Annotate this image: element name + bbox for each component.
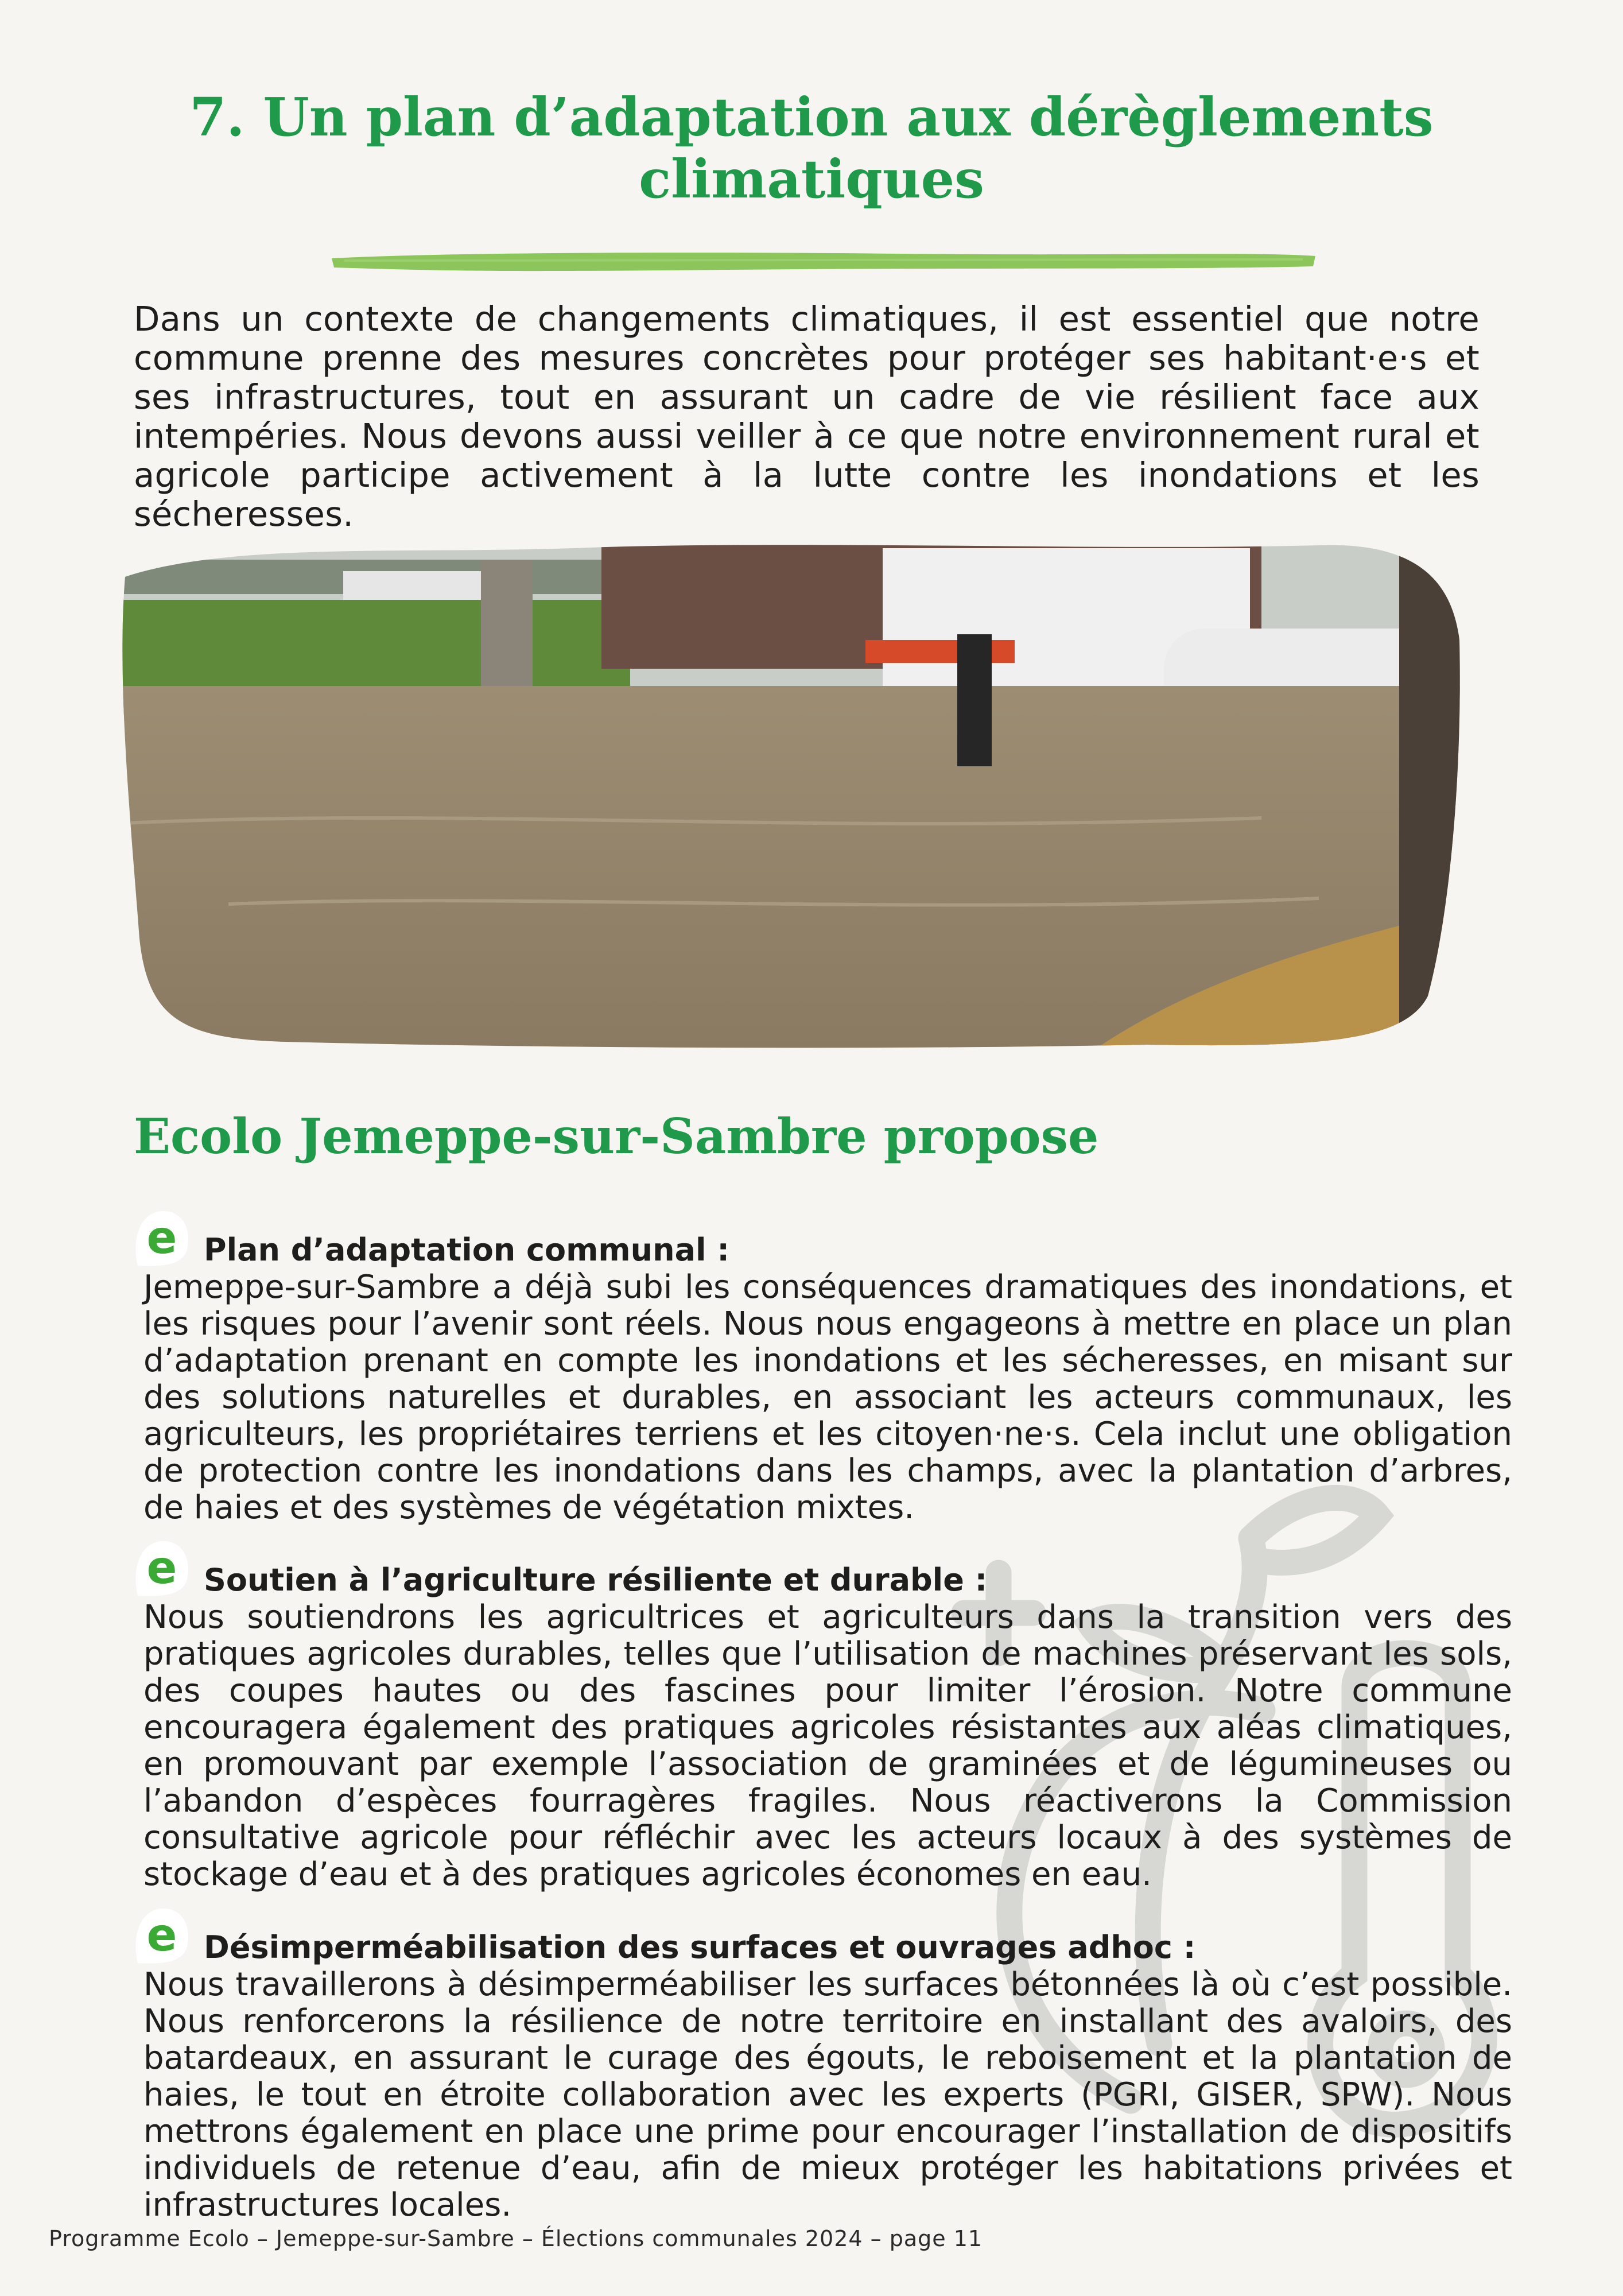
page-footer: Programme Ecolo – Jemeppe-sur-Sambre – Élections communales 2024 – page 11 bbox=[49, 2226, 983, 2251]
proposal-text: Nous travaillerons à désimperméabiliser les surfaces bétonnées là où c’est possible. Nous renforcerons la résilience de notre territoire en installant des avaloirs, des batardeaux, en assurant le curage des égouts, le reboisement et la plantation de haies, le tout en étroite collaboration avec les experts (PGRI, GISER, SPW). Nous mettrons également en place une prime pour encourager l’installation de dispositifs individuels de retenue d’eau, afin de mieux protéger les habitations privées et infrastructures locales. bbox=[143, 1966, 1512, 2224]
svg-text:e: e bbox=[146, 1212, 177, 1264]
page-title: 7. Un plan d’adaptation aux dérèglements climatiques bbox=[189, 86, 1434, 210]
proposal-text: Nous soutiendrons les agricultrices et agriculteurs dans la transition vers des pratiques agricoles durables, telles que l’utilisation de machines préservant les sols, des coupes hautes ou des fascines pour limiter l’érosion. Notre commune encouragera également des pratiques agricoles résistantes aux aléas climatiques, en promouvant par exemple l’association de graminées et de légumineuses ou l’abandon d’espèces fourragères fragiles. Nous réactiverons la Commission consultative agricole pour réfléchir avec les acteurs locaux à des systèmes de stockage d’eau et à des pratiques agricoles économes en eau. bbox=[143, 1599, 1512, 1893]
proposal-title: Plan d’adaptation communal : bbox=[204, 1232, 729, 1268]
proposal-item bbox=[143, 1910, 1512, 2224]
proposal-title: Soutien à l’agriculture résiliente et durable : bbox=[204, 1562, 988, 1598]
proposal-text: Jemeppe-sur-Sambre a déjà subi les conséquences dramatiques des inondations, et les risques pour l’avenir sont réels. Nous nous engageons à mettre en place un plan d’adaptation prenant en compte les inondations et les sécheresses, en misant sur des solutions naturelles et durables, en associant les acteurs communaux, les agriculteurs, les propriétaires terriens et les citoyen·ne·s. Cela inclut une obligation de protection contre les inondations dans les champs, avec la plantation d’arbres, de haies et des systèmes de végétation mixtes. bbox=[143, 1269, 1512, 1526]
flood-photo bbox=[114, 537, 1462, 1053]
title-underline-brush bbox=[327, 247, 1320, 274]
section-heading: Ecolo Jemeppe-sur-Sambre propose bbox=[134, 1108, 1099, 1165]
proposal-item bbox=[143, 1542, 1512, 1893]
svg-text:e: e bbox=[146, 1542, 177, 1594]
ecolo-logo-icon bbox=[126, 1533, 195, 1601]
intro-paragraph: Dans un contexte de changements climatiques, il est essentiel que notre commune prenne des mesures concrètes pour protéger ses habitant·e·s et ses infrastructures, tout en assurant un cadre de vie résilient face aux intempéries. Nous devons aussi veiller à ce que notre environnement rural et agricole participe activement à la lutte contre les inondations et les sécheresses. bbox=[134, 299, 1480, 534]
svg-text:e: e bbox=[146, 1910, 177, 1961]
proposal-item bbox=[143, 1212, 1512, 1526]
proposal-title: Désimperméabilisation des surfaces et ouvrages adhoc : bbox=[204, 1929, 1196, 1965]
ecolo-logo-icon bbox=[126, 1203, 195, 1271]
ecolo-logo-icon bbox=[126, 1900, 195, 1969]
